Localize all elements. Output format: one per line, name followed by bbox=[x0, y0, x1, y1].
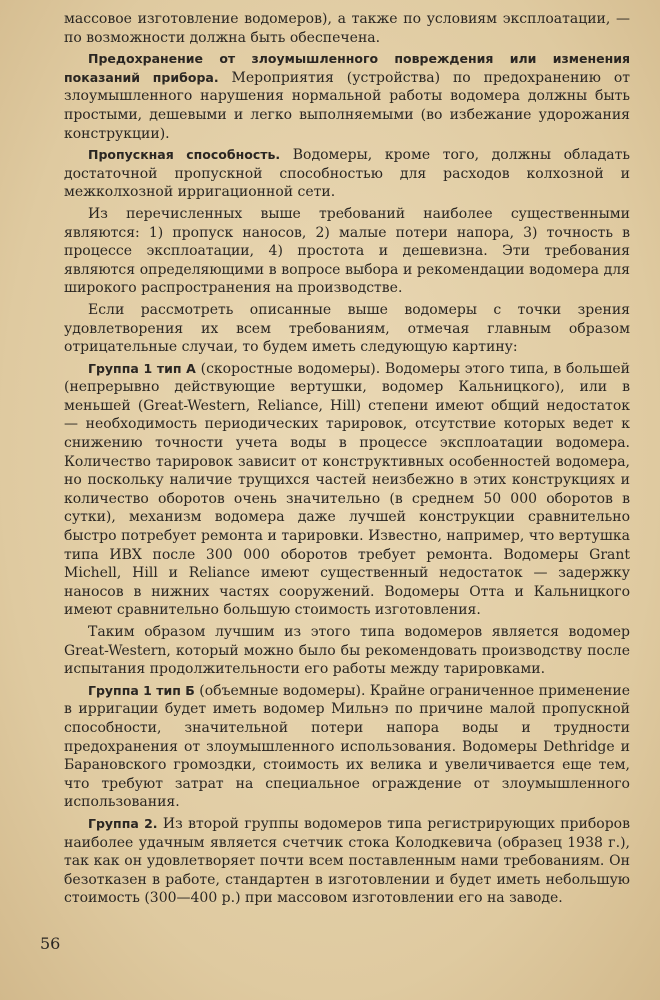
paragraph-tamper-protection bbox=[64, 50, 630, 143]
paragraph-heading: Группа 1 тип Б bbox=[88, 682, 195, 698]
paragraph-group-1a bbox=[64, 360, 630, 620]
paragraph-group-2 bbox=[64, 815, 630, 908]
paragraph-heading: Группа 2. bbox=[88, 815, 158, 831]
paragraph-heading: Предохранение от злоумышленного повреждения или изменения показаний прибора. bbox=[64, 51, 630, 85]
paragraph-group-1b bbox=[64, 682, 630, 812]
paragraph-text: (объемные водомеры). Крайне ограниченное применение в ирригации будет иметь водомер Мильнэ по причине малой пропускной способности, значительной потери напора воды и трудности предохранения от злоумышленного использования. Водомеры Dethridge и Барановского громоздки, стоимость их велика и увеличивается еще тем, что требуют затрат на специальное ограждение от злоумышленного использования. bbox=[64, 682, 630, 811]
paragraph-capacity bbox=[64, 146, 630, 202]
paragraph-text: Водомеры, кроме того, должны обладать достаточной пропускной способностью для расходов колхозной и межколхозной ирригационной сети. bbox=[64, 147, 630, 201]
paragraph-best-type bbox=[64, 623, 630, 679]
paragraph-text: массовое изготовление водомеров), а также по условиям эксплоатации, — по возможности должна быть обеспечена. bbox=[64, 11, 630, 46]
paragraph-text: Таким образом лучшим из этого типа водомеров является водомер Great-Western, который можно было бы рекомендовать производству после испытания продолжительности его работы между тарировками. bbox=[64, 624, 630, 678]
paragraph-text: Мероприятия (устройства) по предохранению от злоумышленного нарушения нормальной работы водомера должны быть простыми, дешевыми и легко выполняемыми (во избежание удорожания конструкции). bbox=[64, 69, 630, 142]
paragraph-overview bbox=[64, 301, 630, 357]
page-number: 56 bbox=[40, 934, 61, 953]
paragraph-heading: Группа 1 тип А bbox=[88, 360, 196, 376]
paragraph-text: (скоростные водомеры). Водомеры этого типа, в большей (непрерывно действующие вертушки, водомер Кальницкого), или в меньшей (Great-Western, Reliance, Hill) степени имеют общий недостаток — необходимость периодических тарировок, отсутствие которых ведет к снижению точности учета воды в процессе эксплоатации водомера. Количество тарировок зависит от конструктивных особенностей водомера, но поскольку наличие трущихся частей неизбежно в этих конструкциях и количество оборотов очень значительно (в среднем 50 000 оборотов в сутки), механизм водомера даже лучшей конструкции сравнительно быстро потребует ремонта и тарировки. Известно, например, что вертушка типа ИВХ после 300 000 оборотов требует ремонта. Водомеры Grant Michell, Hill и Reliance имеют существенный недостаток — задержку наносов в нижних частях сооружений. Водомеры Отта и Кальницкого имеют сравнительно большую стоимость изготовления. bbox=[64, 360, 630, 619]
paragraph-text: Если рассмотреть описанные выше водомеры с точки зрения удовлетворения их всем требованиям, отмечая главным образом отрицательные случаи, то будем иметь следующую картину: bbox=[64, 301, 630, 356]
paragraph-heading: Пропускная способность. bbox=[88, 147, 281, 163]
paragraph-continuation bbox=[64, 10, 630, 47]
paragraph-text: Из перечисленных выше требований наиболее существенными являются: 1) пропуск наносов, 2) малые потери напора, 3) точность в процессе эксплоатации, 4) простота и дешевизна. Эти требования являются определяющими в вопросе выбора и рекомендации водомера для широкого распространения на производстве. bbox=[64, 205, 630, 297]
paragraph-requirements bbox=[64, 205, 630, 298]
paragraph-text: Из второй группы водомеров типа регистрирующих приборов наиболее удачным является счетчик стока Колодкевича (образец 1938 г.), так как он удовлетворяет почти всем поставленным нами требованиям. Он безотказен в работе, стандартен в изготовлении и будет иметь небольшую стоимость (300—400 р.) при массовом изготовлении его на заводе. bbox=[64, 815, 630, 907]
text-body bbox=[64, 10, 630, 908]
